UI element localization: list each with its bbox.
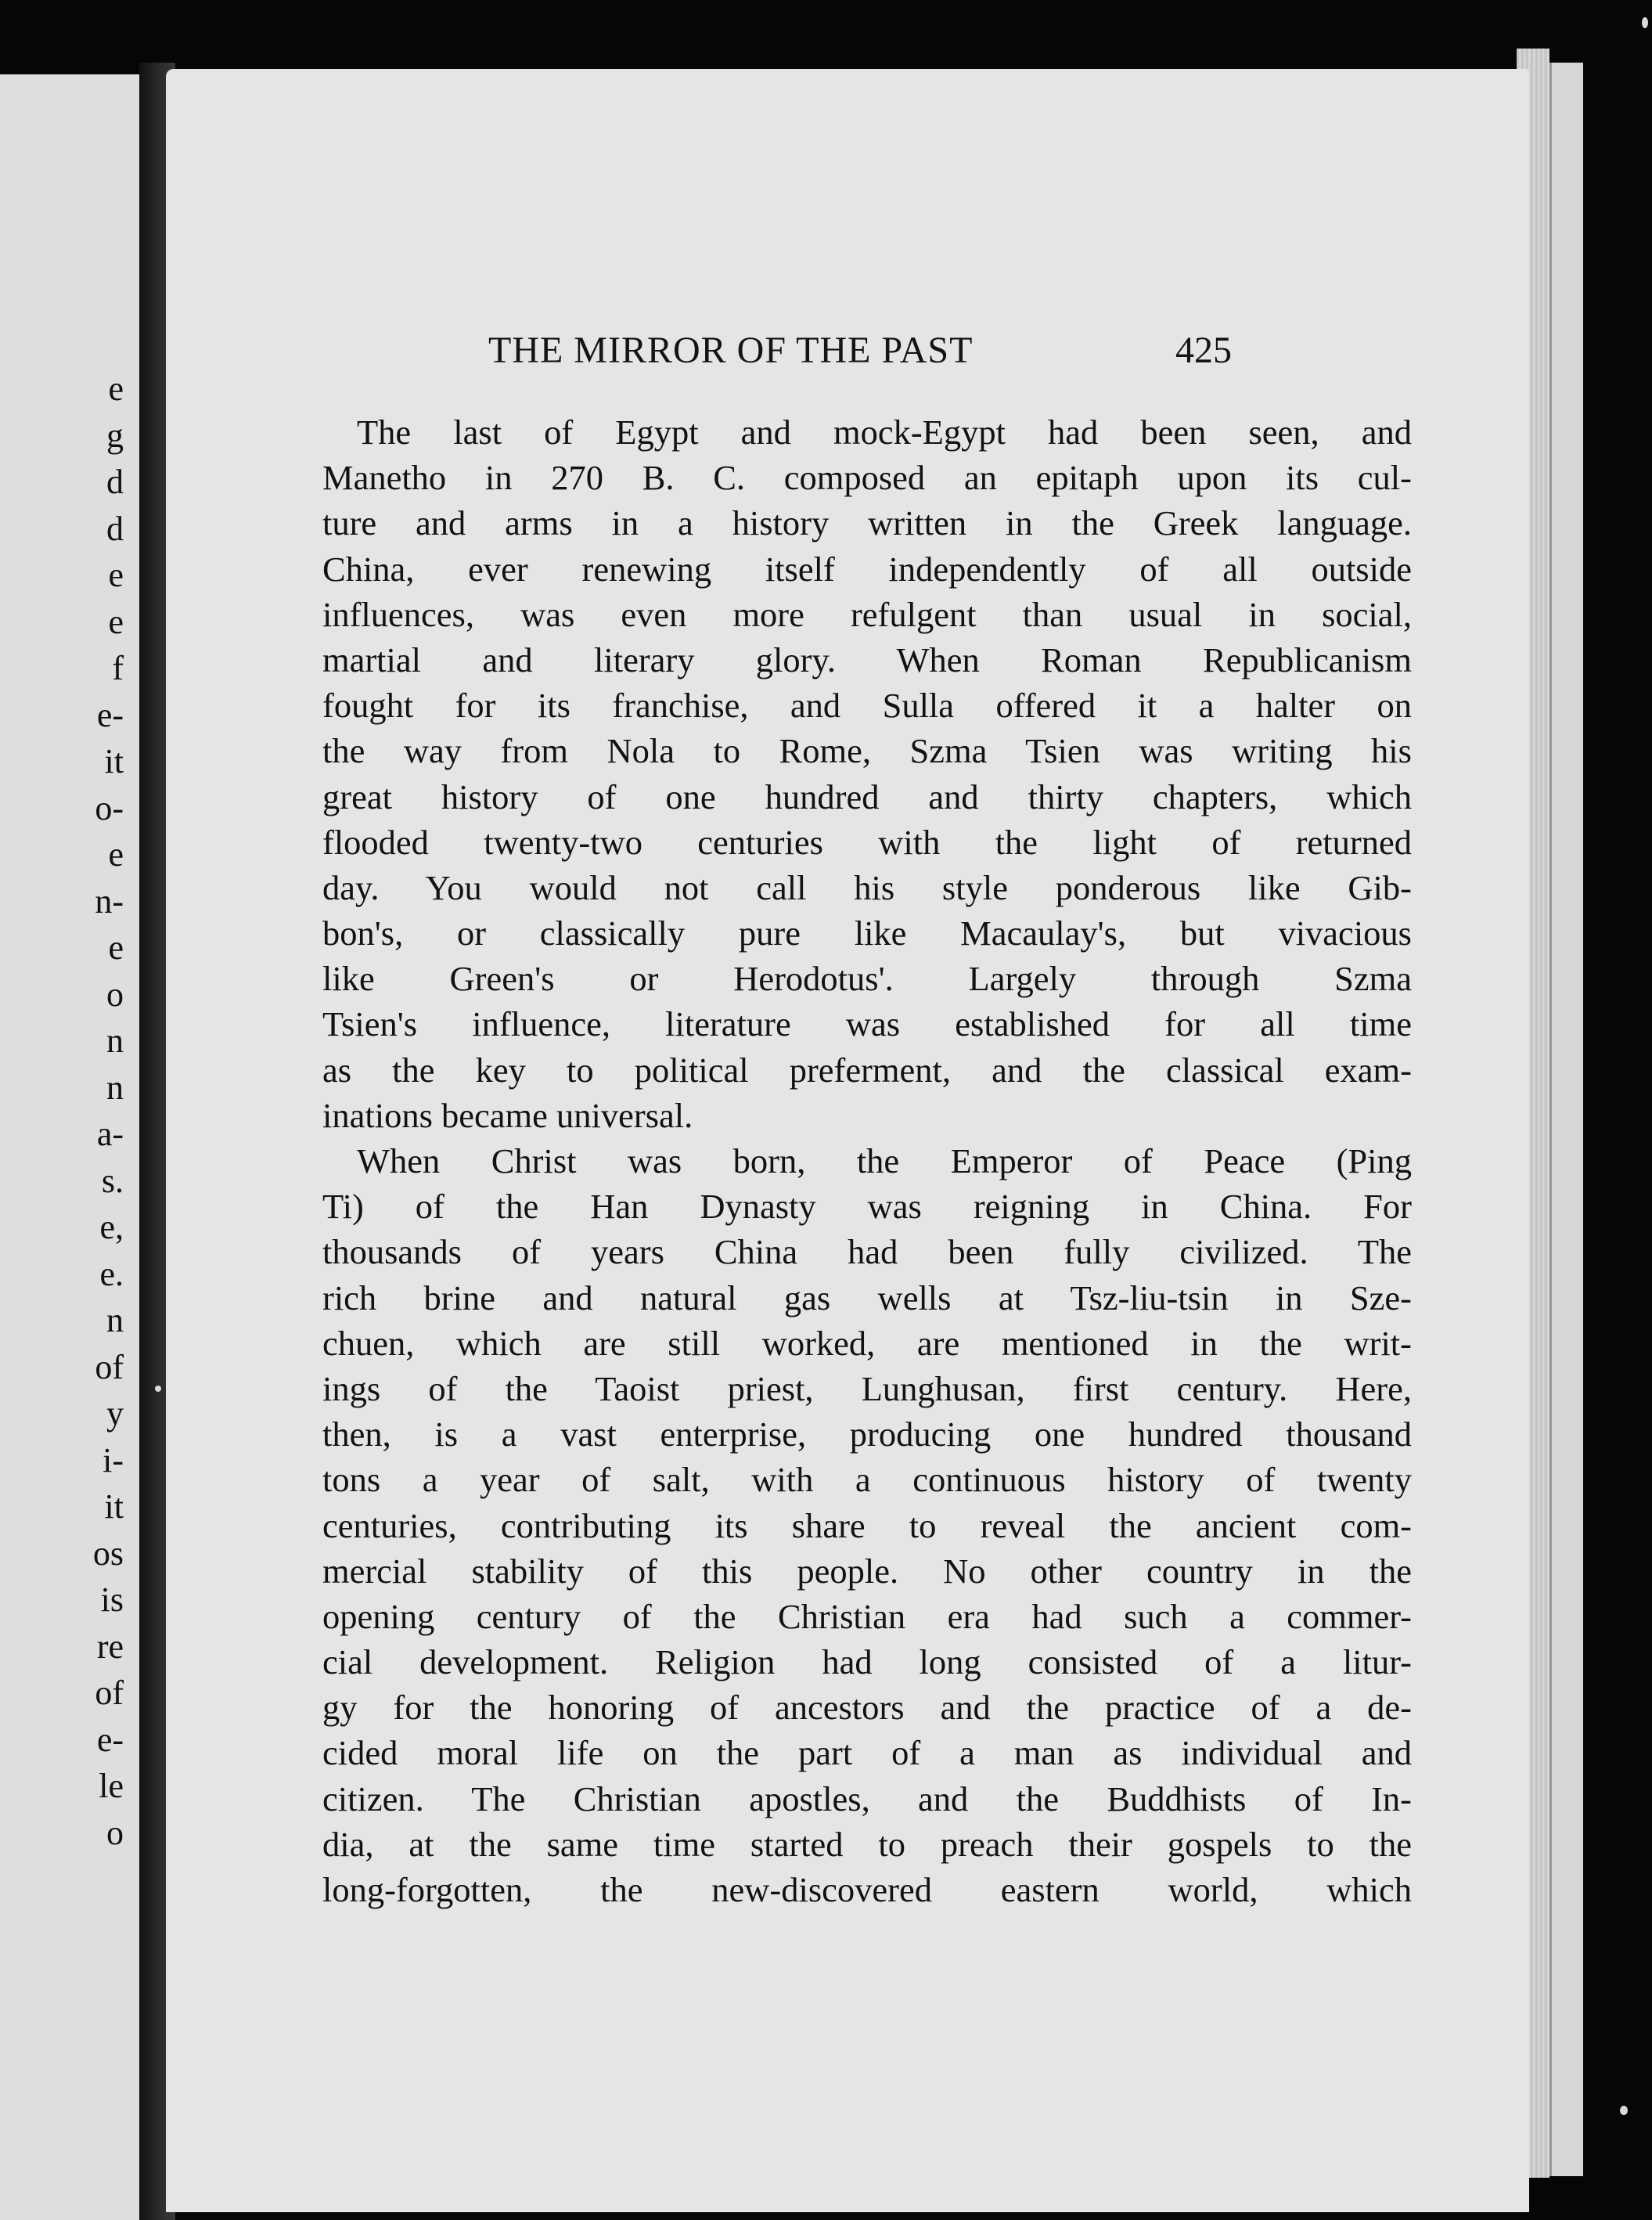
text-line: rich brine and natural gas wells at Tsz-liu-tsin in Sze- <box>322 1278 1412 1317</box>
margin-fragment: n <box>106 1068 124 1107</box>
paragraph <box>322 409 1412 1138</box>
page-number: 425 <box>1175 330 1232 371</box>
text-line: bon's, or classically pure like Macaulay's, but vivacious <box>322 914 1412 953</box>
text-line: tons a year of salt, with a continuous history of twenty <box>322 1460 1412 1500</box>
margin-fragment: y <box>106 1394 124 1433</box>
text-line: flooded twenty-two centuries with the light of returned <box>322 822 1412 862</box>
text-line: Ti) of the Han Dynasty was reigning in China. For <box>322 1187 1412 1227</box>
text-line: mercial stability of this people. No other country in the <box>322 1551 1412 1591</box>
text-line: China, ever renewing itself independently of all outside <box>322 549 1412 589</box>
text-line: as the key to political preferment, and the classical exam- <box>322 1050 1412 1090</box>
margin-fragment: n- <box>95 881 124 921</box>
margin-fragment: i- <box>103 1440 124 1479</box>
margin-fragment: e- <box>96 1720 124 1759</box>
text-line: like Green's or Herodotus'. Largely through Szma <box>322 959 1412 999</box>
text-line: thousands of years China had been fully civilized. The <box>322 1232 1412 1272</box>
margin-fragment: s. <box>101 1161 124 1200</box>
margin-fragment: it <box>104 1487 124 1526</box>
text-line: long-forgotten, the new-discovered eastern world, which <box>322 1870 1412 1909</box>
margin-fragment: e- <box>96 695 124 734</box>
text-line: chuen, which are still worked, are mentioned in the writ- <box>322 1323 1412 1363</box>
margin-fragment: of <box>95 1674 124 1712</box>
text-line: inations became universal. <box>322 1095 693 1135</box>
dust-speck <box>1642 17 1648 28</box>
text-line: the way from Nola to Rome, Szma Tsien was writing his <box>322 731 1412 771</box>
text-line: influences, was even more refulgent than usual in social, <box>322 594 1412 634</box>
running-title: THE MIRROR OF THE PAST <box>488 330 974 371</box>
margin-fragment: o- <box>95 788 124 827</box>
text-line: opening century of the Christian era had such a commer- <box>322 1596 1412 1636</box>
margin-fragment: e, <box>99 1208 124 1246</box>
text-line: cided moral life on the part of a man as individual and <box>322 1733 1412 1773</box>
margin-fragment: n <box>106 1301 124 1339</box>
book-fore-edge <box>1549 63 1583 2176</box>
margin-fragment: g <box>106 416 124 455</box>
text-line: gy for the honoring of ancestors and the practice of a de- <box>322 1688 1412 1728</box>
margin-fragment: of <box>95 1347 124 1386</box>
text-line: great history of one hundred and thirty chapters, which <box>322 777 1412 816</box>
margin-fragment: e. <box>99 1254 124 1293</box>
text-line: Tsien's influence, literature was established for all time <box>322 1004 1412 1044</box>
margin-fragment: d <box>106 509 124 548</box>
running-head <box>166 329 1529 376</box>
text-line: dia, at the same time started to preach their gospels to the <box>322 1824 1412 1864</box>
margin-fragment: o <box>106 975 124 1014</box>
margin-fragment: le <box>99 1767 124 1805</box>
body-text <box>322 409 1412 1912</box>
text-line: The last of Egypt and mock-Egypt had been seen, and <box>357 413 1412 452</box>
margin-fragment: n <box>106 1022 124 1060</box>
margin-fragment: is <box>100 1580 124 1619</box>
text-line: martial and literary glory. When Roman Republicanism <box>322 640 1412 679</box>
margin-fragment: e <box>108 556 124 594</box>
text-line: then, is a vast enterprise, producing one hundred thousand <box>322 1415 1412 1454</box>
margin-fragment: a- <box>96 1115 124 1153</box>
margin-fragment: e <box>108 835 124 874</box>
text-line: fought for its franchise, and Sulla offered it a halter on <box>322 686 1412 726</box>
text-line: day. You would not call his style ponderous like Gib- <box>322 867 1412 907</box>
text-line: Manetho in 270 B. C. composed an epitaph upon its cul- <box>322 458 1412 498</box>
text-line: citizen. The Christian apostles, and the Buddhists of In- <box>322 1779 1412 1818</box>
previous-page-edge <box>0 74 139 2220</box>
dust-speck <box>155 1386 161 1392</box>
text-line: When Christ was born, the Emperor of Peace (Ping <box>357 1141 1412 1180</box>
margin-fragment: o <box>106 1813 124 1852</box>
margin-fragment: e <box>108 602 124 641</box>
margin-fragment: it <box>104 742 124 780</box>
margin-fragment: e <box>108 369 124 408</box>
dust-speck <box>1620 2106 1628 2115</box>
margin-fragment: f <box>112 649 124 687</box>
text-line: cial development. Religion had long consisted of a litur- <box>322 1642 1412 1682</box>
book-page <box>166 69 1529 2212</box>
margin-fragment: re <box>96 1627 124 1666</box>
margin-fragment: d <box>106 463 124 501</box>
text-line: ings of the Taoist priest, Lunghusan, first century. Here, <box>322 1368 1412 1408</box>
margin-fragment: os <box>92 1533 124 1573</box>
margin-fragment: e <box>108 928 124 967</box>
text-line: ture and arms in a history written in the Greek language. <box>322 503 1412 543</box>
text-line: centuries, contributing its share to reveal the ancient com- <box>322 1505 1412 1545</box>
paragraph <box>322 1138 1412 1912</box>
